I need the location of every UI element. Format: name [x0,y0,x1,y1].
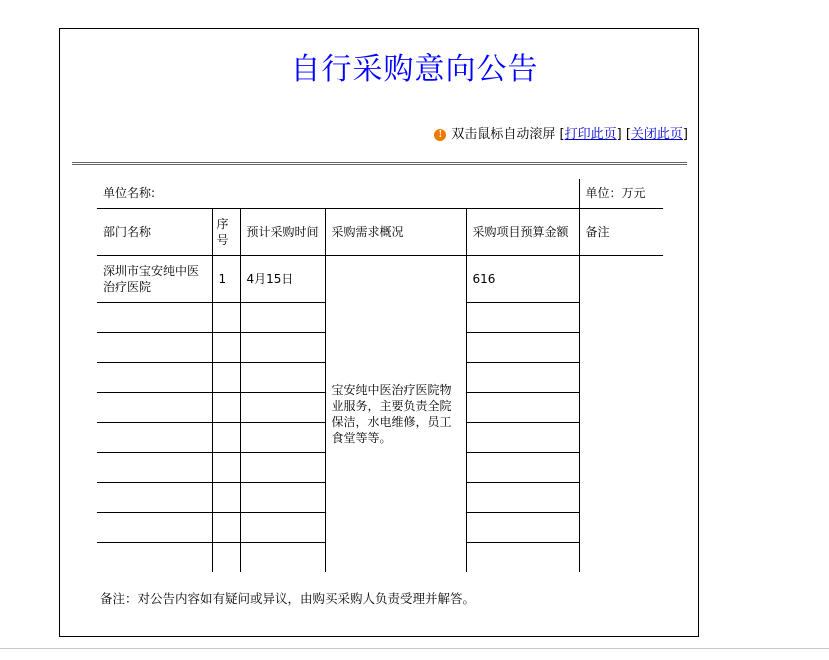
blank-cell [240,362,325,392]
blank-cell [97,362,212,392]
cell-dept: 深圳市宝安纯中医治疗医院 [97,255,212,302]
bottom-divider [0,648,829,649]
blank-cell [212,482,240,512]
blank-cell [466,512,579,542]
close-page-link[interactable]: 关闭此页 [630,127,683,142]
blank-cell [466,482,579,512]
unit-name-label: 单位名称: [97,179,579,208]
auto-scroll-text: 双击鼠标自动滚屏 [451,127,556,142]
bracket: ] [ [616,127,631,142]
cell-seq: 1 [212,255,240,302]
header-time: 预计采购时间 [240,208,325,255]
table-row [97,255,663,302]
blank-cell [466,542,579,572]
blank-cell [212,362,240,392]
toolbar [434,126,688,144]
blank-cell [466,422,579,452]
blank-cell [97,542,212,572]
header-overview: 采购需求概况 [325,208,466,255]
print-page-link[interactable]: 打印此页 [564,127,617,142]
cell-budget: 616 [466,255,579,302]
info-icon: ! [434,129,446,141]
unit-row [97,179,663,208]
blank-cell [97,452,212,482]
blank-cell [466,302,579,332]
blank-cell [212,422,240,452]
blank-cell [97,332,212,362]
bracket: ] [682,127,688,142]
blank-cell [240,302,325,332]
blank-cell [240,542,325,572]
blank-cell [97,482,212,512]
blank-cell [466,362,579,392]
blank-cell [212,392,240,422]
blank-cell [240,332,325,362]
header-row [97,208,663,255]
blank-cell [466,392,579,422]
page-title: 自行采购意向公告 [290,52,539,87]
blank-cell [97,392,212,422]
blank-cell [97,302,212,332]
header-dept: 部门名称 [97,208,212,255]
cell-remark [579,255,663,572]
footer-note: 备注：对公告内容如有疑问或异议，由购买采购人负责受理并解答。 [100,591,476,606]
bracket: [ [555,127,565,142]
blank-cell [212,452,240,482]
blank-cell [212,332,240,362]
blank-cell [240,482,325,512]
blank-cell [240,422,325,452]
blank-cell [240,392,325,422]
cell-time: 4月15日 [240,255,325,302]
blank-cell [466,332,579,362]
blank-cell [240,452,325,482]
blank-cell [212,542,240,572]
header-budget: 采购项目预算金额 [466,208,579,255]
blank-cell [212,302,240,332]
unit-label: 单位：万元 [579,179,663,208]
procurement-table [97,179,663,572]
blank-cell [466,452,579,482]
header-remark: 备注 [579,208,663,255]
header-seq: 序号 [212,208,240,255]
blank-cell [97,512,212,542]
separator-line [72,162,687,165]
blank-cell [97,422,212,452]
blank-cell [240,512,325,542]
blank-cell [212,512,240,542]
cell-overview: 宝安纯中医治疗医院物业服务，主要负责全院保洁，水电维修，员工食堂等等。 [325,255,466,572]
